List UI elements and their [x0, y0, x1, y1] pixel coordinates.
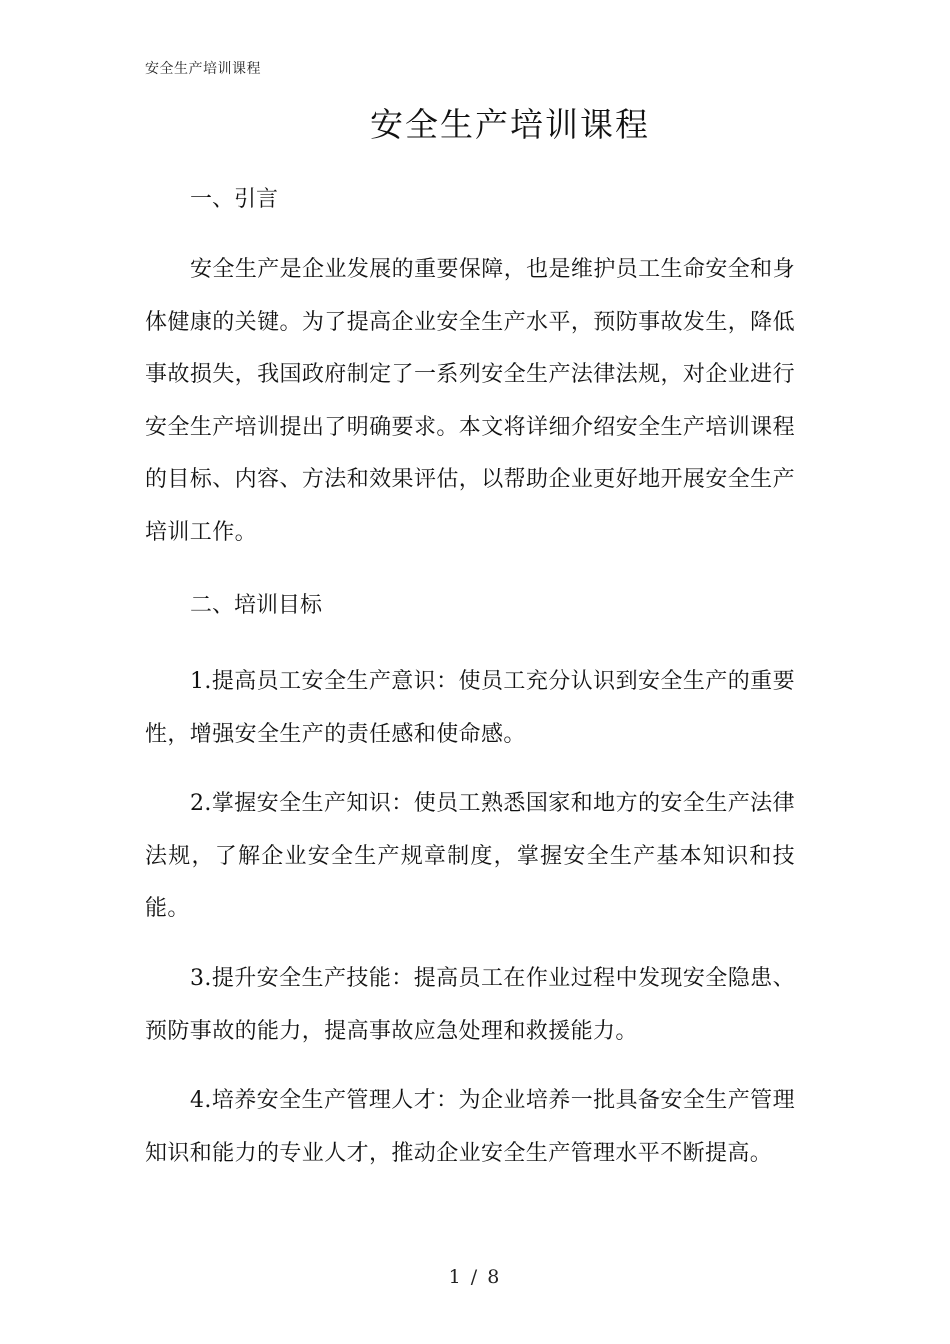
introduction-paragraph: 安全生产是企业发展的重要保障，也是维护员工生命安全和身体健康的关键。为了提高企业安全生产水平，预防事故发生，降低事故损失，我国政府制定了一系列安全生产法律法规，对企业进行安全生产培训提出了明确要求。本文将详细介绍安全生产培训课程的目标、内容、方法和效果评估，以帮助企业更好地开展安全生产培训工作。	[145, 257, 795, 545]
document-title: 安全生产培训课程	[370, 105, 650, 144]
page-number: 1 / 8	[448, 1266, 502, 1288]
section-heading-introduction: 一、引言	[190, 187, 279, 212]
goal-item-2: 2.掌握安全生产知识：使员工熟悉国家和地方的安全生产法律法规，了解企业安全生产规章制度，掌握安全生产基本知识和技能。	[145, 791, 795, 921]
goal-item-3: 3.提升安全生产技能：提高员工在作业过程中发现安全隐患、预防事故的能力，提高事故应急处理和救援能力。	[145, 966, 795, 1044]
running-header: 安全生产培训课程	[145, 61, 261, 77]
section-heading-training-goals: 二、培训目标	[190, 593, 323, 618]
goal-item-1: 1.提高员工安全生产意识：使员工充分认识到安全生产的重要性，增强安全生产的责任感和使命感。	[145, 669, 795, 747]
goal-item-4: 4.培养安全生产管理人才：为企业培养一批具备安全生产管理知识和能力的专业人才，推动企业安全生产管理水平不断提高。	[145, 1088, 795, 1166]
